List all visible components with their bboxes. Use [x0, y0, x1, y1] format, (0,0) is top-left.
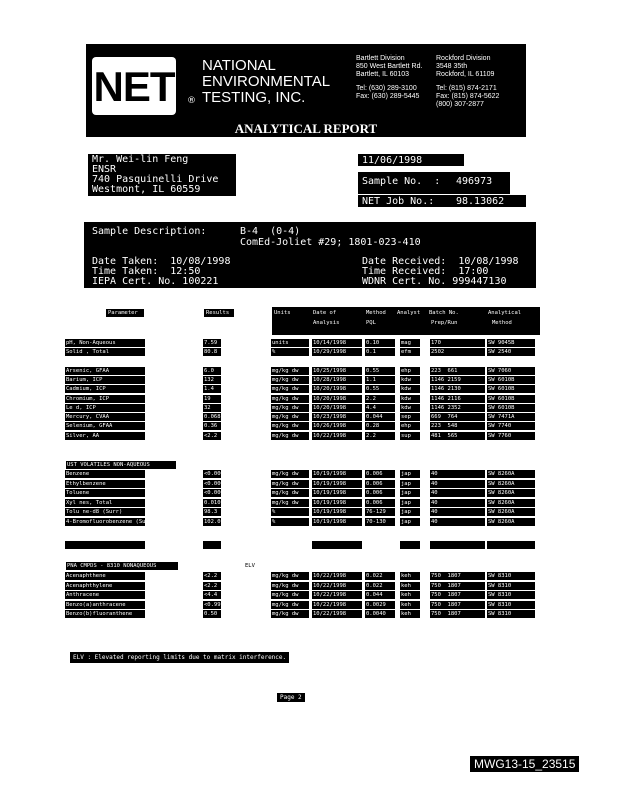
bartlett-address [356, 55, 422, 101]
cell-background [65, 541, 145, 549]
pna-section-header: PNA CMPDS - 8310 NONAQUEOUS [67, 563, 157, 569]
table-cell: 1146 2159 [431, 376, 461, 383]
table-cell: 1146 2116 [431, 395, 461, 402]
table-cell: % [272, 509, 276, 515]
table-cell: 10/22/1998 [313, 601, 347, 608]
table-cell: mg/kg dw [272, 395, 299, 402]
table-cell: Anthracene [66, 592, 100, 599]
table-cell: mg/kg dw [272, 582, 299, 589]
rockford-line: Rockford, IL 61109 [436, 71, 495, 78]
table-cell: 0.55 [366, 386, 380, 393]
table-cell: Cadmium, ICP [66, 386, 106, 393]
table-cell: 10/20/1998 [313, 395, 347, 402]
cell-background [312, 541, 362, 549]
rockford-line: 3548 35th [436, 63, 468, 70]
table-cell: 0.006 [366, 480, 383, 487]
bartlett-line: Fax: (630) 289-5445 [356, 93, 420, 100]
table-cell: keh [401, 592, 411, 599]
wdnr-cert: WDNR Cert. No. 999447130 [362, 276, 507, 287]
table-cell: 10/22/1998 [313, 573, 347, 579]
table-cell: 1146 2130 [431, 386, 461, 393]
table-cell: pH, Non-Aqueous [66, 340, 116, 346]
table-cell: 2.2 [366, 432, 376, 439]
table-cell: 170 [431, 340, 441, 346]
table-cell: 0.010 [204, 499, 221, 506]
cell-background [430, 499, 485, 507]
table-cell: % [272, 349, 276, 356]
table-cell: 1.4 [204, 386, 214, 393]
table-cell: 10/22/1998 [313, 611, 347, 618]
table-cell: SW 7471A [488, 414, 515, 421]
date-received: Date Received: 10/08/1998 [362, 256, 519, 267]
table-cell: Selenium, GFAA [66, 423, 113, 430]
table-cell: SW 2540 [488, 349, 512, 356]
table-cell: <0.006 [204, 480, 224, 487]
table-cell: kdw [401, 395, 411, 402]
table-cell: 10/20/1998 [313, 386, 347, 393]
table-cell: jap [401, 490, 411, 496]
table-cell: keh [401, 611, 411, 618]
table-cell: mg/kg dw [272, 471, 299, 477]
cell-background [430, 489, 485, 497]
client-city: Westmont, IL 60559 [92, 184, 201, 195]
table-cell: 40 [431, 518, 438, 525]
table-cell: mg/kg dw [272, 367, 299, 374]
sample-desc-label: Sample Description: [92, 226, 207, 237]
table-cell: mg/kg dw [272, 592, 299, 599]
table-cell: 10/19/1998 [313, 509, 347, 515]
table-cell: 10/23/1998 [313, 414, 347, 421]
table-cell: mg/kg dw [272, 601, 299, 608]
table-cell: 10/19/1998 [313, 499, 347, 506]
bartlett-line: Bartlett, IL 60103 [356, 71, 410, 78]
cell-background [400, 541, 420, 549]
header-date-1: Date of [313, 310, 337, 316]
table-cell: 223 548 [431, 423, 458, 430]
table-cell: Barium, ICP [66, 376, 103, 383]
bartlett-line: Bartlett Division [356, 55, 405, 62]
table-cell: Silver, AA [66, 432, 100, 439]
table-cell: 0.36 [204, 423, 218, 430]
table-cell: sup [401, 432, 411, 439]
table-cell: 0.10 [366, 340, 380, 346]
cell-background [271, 518, 309, 526]
table-cell: 750 1807 [431, 573, 461, 579]
table-cell: 10/25/1998 [313, 367, 347, 374]
time-received: Time Received: 17:00 [362, 266, 489, 277]
table-cell: ehp [401, 423, 411, 430]
table-cell: SW 8260A [488, 518, 515, 525]
report-title: ANALYTICAL REPORT [234, 121, 378, 136]
table-cell: SW 7060 [488, 367, 512, 374]
header-batch-1: Batch No. [429, 310, 459, 316]
table-cell: 0.044 [366, 414, 383, 421]
table-cell: mg/kg dw [272, 499, 299, 506]
sample-no-label: Sample No. : [362, 176, 441, 187]
table-cell: sep [401, 414, 411, 421]
report-date: 11/06/1998 [362, 155, 423, 166]
table-cell: SW 8260A [488, 480, 515, 487]
table-cell: ehp [401, 367, 411, 374]
table-cell: 32 [204, 404, 211, 411]
footnote: ELV : Elevated reporting limits due to matrix interference. [70, 652, 289, 663]
table-cell: <0.006 [204, 490, 224, 496]
table-cell: 2502 [431, 349, 445, 356]
table-cell: keh [401, 582, 411, 589]
cell-background [203, 541, 221, 549]
table-cell: 0.006 [366, 471, 383, 477]
voc-section-header: UST VOLATILES NON-AQUEOUS [67, 462, 150, 468]
cell-background [430, 480, 485, 488]
table-cell: 10/19/1998 [313, 490, 347, 496]
table-cell: mg/kg dw [272, 611, 299, 618]
table-cell: 0.50 [204, 611, 218, 618]
header-date-2: Analysis [313, 320, 340, 326]
table-cell: 0.068 [204, 414, 221, 421]
client-street: 740 Pasquinelli Drive [92, 174, 219, 185]
table-cell: kdw [401, 404, 411, 411]
table-cell: jap [401, 499, 411, 506]
table-cell: <4.4 [204, 592, 218, 599]
table-cell: <2.2 [204, 432, 218, 439]
table-cell: 10/28/1998 [313, 376, 347, 383]
table-cell: 10/22/1998 [313, 592, 347, 599]
table-cell: 750 1807 [431, 582, 461, 589]
table-cell: 19 [204, 395, 211, 402]
table-cell: 0.0029 [366, 601, 386, 608]
table-cell: SW 8310 [488, 582, 512, 589]
table-cell: 10/19/1998 [313, 471, 347, 477]
rockford-line: Fax: (815) 874-5622 [436, 93, 500, 100]
table-cell: efm [401, 349, 411, 356]
sample-desc-1: B-4 (0-4) [240, 226, 301, 237]
header-analyst: Analyst [397, 310, 421, 316]
table-cell: kdw [401, 376, 411, 383]
table-cell: keh [401, 573, 411, 579]
table-cell: mg/kg dw [272, 573, 299, 579]
table-cell: mg/kg dw [272, 376, 299, 383]
table-cell: 0.006 [366, 490, 383, 496]
table-cell: SW 6010B [488, 376, 515, 383]
table-cell: 10/20/1998 [313, 404, 347, 411]
cell-background [430, 470, 485, 478]
header-method-2: PQL [366, 320, 376, 326]
cell-background [271, 508, 309, 516]
cell-background [271, 348, 309, 356]
table-cell: 1146 2352 [431, 404, 461, 411]
registered-mark: ® [187, 96, 196, 106]
table-cell: 4.4 [366, 404, 376, 411]
table-cell: Benzo(b)fluoranthene [66, 611, 133, 618]
table-cell: SW 8310 [488, 592, 512, 599]
table-cell: 4-Bromofluorobenzene (Surr) [66, 518, 156, 525]
table-cell: Benzene [66, 471, 90, 477]
table-cell: SW 6010B [488, 404, 515, 411]
header-results: Results [206, 310, 230, 316]
table-cell: jap [401, 509, 411, 515]
table-cell: SW 8260A [488, 471, 515, 477]
bartlett-line: 850 West Bartlett Rd. [356, 63, 423, 70]
table-cell: Mercury, CVAA [66, 414, 110, 421]
table-cell: Toluene [66, 490, 90, 496]
company-name-line-2: ENVIRONMENTAL [202, 73, 331, 90]
table-cell: jap [401, 471, 411, 477]
header-method-1: Method [366, 310, 386, 316]
table-cell: 0.28 [366, 423, 380, 430]
table-cell: <2.2 [204, 573, 218, 579]
table-cell: 7.59 [204, 340, 218, 346]
table-cell: 750 1807 [431, 601, 461, 608]
table-cell: Acenaphthylene [66, 582, 113, 589]
table-cell: SW 8260A [488, 509, 515, 515]
table-cell: 40 [431, 499, 438, 506]
job-no-label: NET Job No.: [362, 196, 435, 207]
table-cell: 40 [431, 471, 438, 477]
bartlett-line: Tel: (630) 289-3100 [356, 85, 417, 92]
table-cell: 102.0 [204, 518, 221, 525]
table-cell: kdw [401, 386, 411, 393]
table-cell: 0.006 [366, 499, 383, 506]
logo-text: NET [93, 63, 175, 110]
table-cell: SW 8260A [488, 490, 515, 496]
table-cell: mg/kg dw [272, 386, 299, 393]
table-cell: 1.1 [366, 376, 376, 383]
table-cell: SW 9045B [488, 340, 515, 346]
table-cell: mg/kg dw [272, 404, 299, 411]
table-cell: 0.044 [366, 592, 383, 599]
table-cell: Acenaphthene [66, 573, 106, 579]
table-cell: jap [401, 480, 411, 487]
table-cell: mg/kg dw [272, 490, 299, 496]
table-cell: 750 1807 [431, 611, 461, 618]
table-cell: SW 6010B [488, 395, 515, 402]
table-cell: jap [401, 518, 411, 525]
client-name: Mr. Wei-lin Feng [92, 154, 189, 165]
client-company: ENSR [92, 164, 117, 175]
rockford-line: Rockford Division [436, 55, 491, 62]
table-cell: Le d, ICP [66, 404, 96, 411]
table-cell: mg/kg dw [272, 432, 299, 439]
table-cell: 0.1 [366, 349, 376, 356]
date-taken: Date Taken: 10/08/1998 [92, 256, 231, 267]
page-number: Page 2 [277, 693, 305, 702]
table-cell: 0.022 [366, 582, 383, 589]
table-cell: mg/kg dw [272, 414, 299, 421]
table-cell: mg/kg dw [272, 480, 299, 487]
table-cell: SW 7740 [488, 423, 512, 430]
cell-background [430, 508, 485, 516]
sample-no-value: 496973 [456, 176, 493, 187]
iepa-cert: IEPA Cert. No. 100221 [92, 276, 219, 287]
table-cell: 669 764 [431, 414, 458, 421]
table-cell: Ethylbenzene [66, 480, 106, 487]
table-cell: mag [401, 340, 411, 346]
table-cell: SW 8310 [488, 573, 512, 579]
table-cell: 10/14/1998 [313, 340, 347, 346]
cell-background [430, 541, 485, 549]
table-cell: SW 8260A [488, 499, 515, 506]
header-batch-2: Prep/Run [431, 320, 458, 326]
header-parameter: Parameter [108, 310, 138, 316]
table-cell: 76-129 [366, 509, 386, 515]
divider [86, 136, 526, 137]
table-cell: Arsenic, GFAA [66, 367, 110, 374]
table-cell: 98.3 [204, 509, 218, 515]
company-name-line-3: TESTING, INC. [202, 89, 306, 106]
company-name-line-1: NATIONAL [202, 57, 276, 74]
table-cell: <2.2 [204, 582, 218, 589]
table-cell: <0.006 [204, 471, 224, 477]
company-logo [92, 57, 176, 115]
table-cell: 481 565 [431, 432, 458, 439]
rockford-line: Tel: (815) 874-2171 [436, 85, 497, 92]
table-cell: 750 1807 [431, 592, 461, 599]
cell-background [430, 518, 485, 526]
table-cell: 10/29/1998 [313, 349, 347, 356]
table-cell: Xyl nes, Total [66, 499, 113, 506]
table-cell: 10/26/1998 [313, 423, 347, 430]
table-cell: 10/19/1998 [313, 480, 347, 487]
table-cell: 40 [431, 480, 438, 487]
table-cell: 223 661 [431, 367, 458, 374]
table-cell: % [272, 518, 276, 525]
header-units: Units [274, 310, 291, 316]
table-cell: mg/kg dw [272, 423, 299, 430]
table-cell: 70-130 [366, 518, 386, 525]
table-cell: 6.0 [204, 367, 214, 374]
header-analytical-1: Analytical [488, 310, 522, 316]
header-analytical-2: Method [492, 320, 512, 326]
table-cell: 132 [204, 376, 214, 383]
table-cell: Benzo(a)anthracene [66, 601, 126, 608]
table-cell: 0.0040 [366, 611, 386, 618]
table-cell: Solid , Total [66, 349, 110, 356]
table-cell: 0.022 [366, 573, 383, 579]
document-id: MWG13-15_23515 [470, 756, 579, 772]
table-cell: Tolu ne-d8 (Surr) [66, 509, 123, 515]
rockford-address [436, 55, 499, 109]
job-no-value: 98.13062 [456, 196, 505, 207]
table-cell: 2.2 [366, 395, 376, 402]
table-cell: units [272, 340, 289, 346]
table-cell: SW 7760 [488, 432, 512, 439]
table-cell: keh [401, 601, 411, 608]
sample-desc-2: ComEd-Joliet #29; 1801-023-410 [240, 237, 421, 248]
table-cell: 10/22/1998 [313, 582, 347, 589]
rockford-line: (800) 307-2877 [436, 101, 484, 108]
table-cell: SW 6010B [488, 386, 515, 393]
table-cell: 40 [431, 490, 438, 496]
table-cell: Chromium, ICP [66, 395, 110, 402]
table-cell: 80.8 [204, 349, 218, 356]
table-cell: SW 8310 [488, 611, 512, 618]
time-taken: Time Taken: 12:50 [92, 266, 201, 277]
table-cell: 40 [431, 509, 438, 515]
table-cell: 0.55 [366, 367, 380, 374]
cell-background [487, 541, 535, 549]
table-cell: 10/19/1998 [313, 518, 347, 525]
elv-flag: ELV [245, 563, 255, 569]
table-cell: 10/22/1998 [313, 432, 347, 439]
table-cell: SW 8310 [488, 601, 512, 608]
table-cell: <0.99 [204, 601, 221, 608]
